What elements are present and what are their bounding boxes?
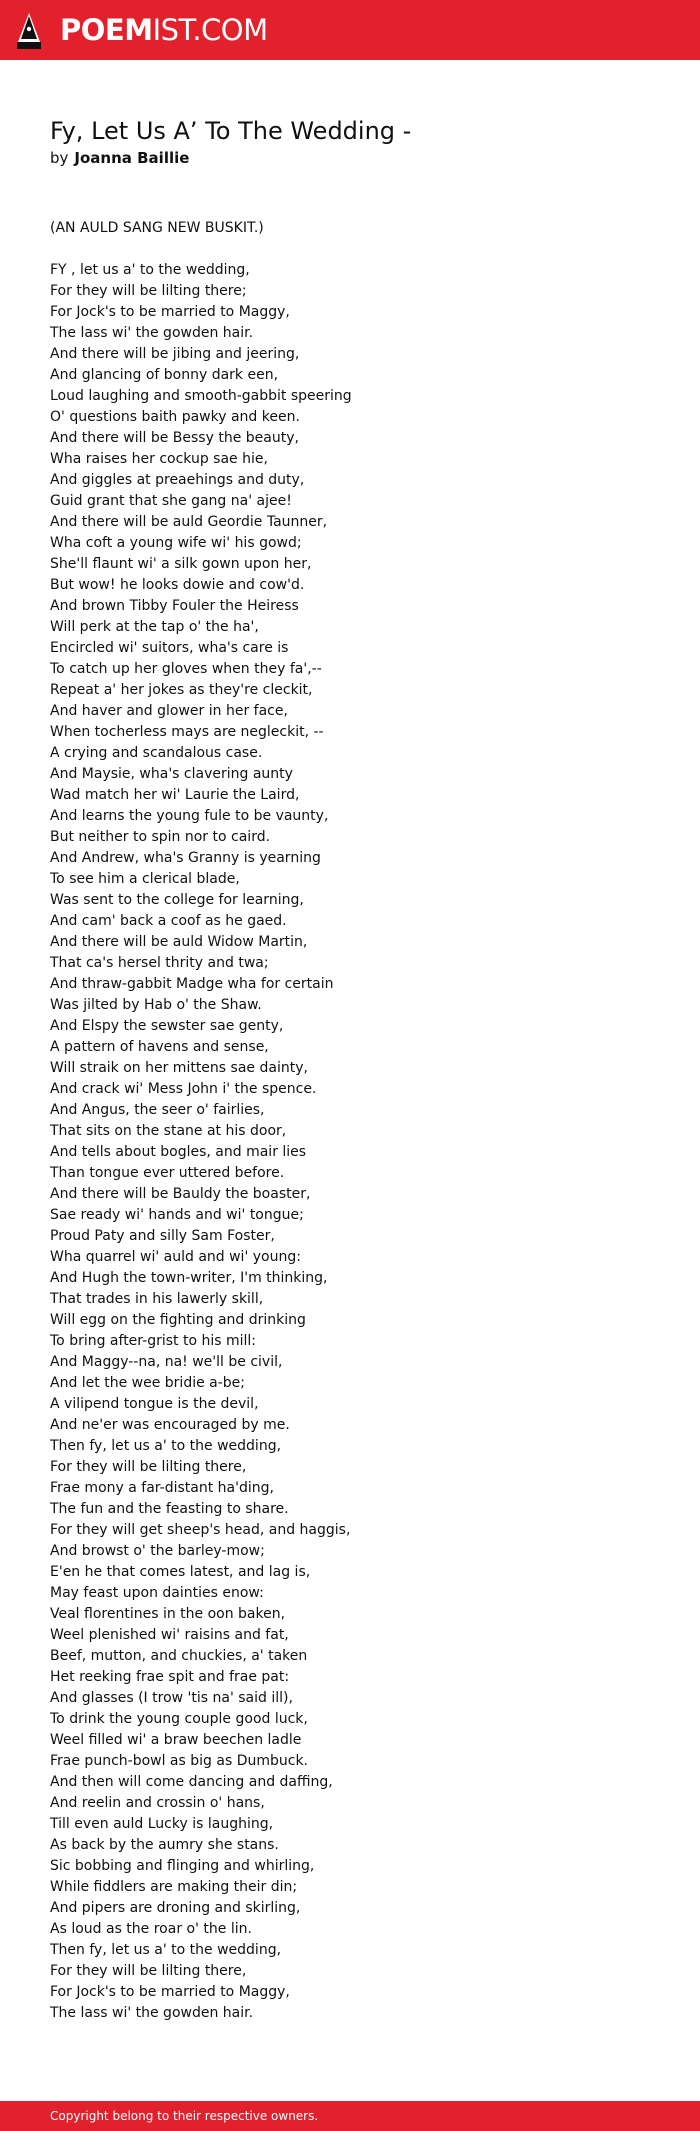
poem-line: For they will be lilting there; <box>50 283 247 299</box>
site-footer <box>0 2101 700 2131</box>
poem-line: Frae mony a far-distant ha'ding, <box>50 1480 274 1496</box>
pen-nib-icon[interactable] <box>16 12 42 50</box>
poem-line: That ca's hersel thrity and twa; <box>50 955 269 971</box>
poem-line: Than tongue ever uttered before. <box>50 1165 285 1181</box>
poem-line: E'en he that comes latest, and lag is, <box>50 1564 311 1580</box>
poem-line: The lass wi' the gowden hair. <box>50 325 254 341</box>
poem-line: For they will be lilting there, <box>50 1459 247 1475</box>
poem-line: For Jock's to be married to Maggy, <box>50 304 290 320</box>
author-name: Joanna Baillie <box>74 149 190 167</box>
poem-line: Will straik on her mittens sae dainty, <box>50 1060 308 1076</box>
poem-line: For they will get sheep's head, and haggis, <box>50 1522 351 1538</box>
poem-line: That trades in his lawerly skill, <box>50 1291 264 1307</box>
poem-line: For they will be lilting there, <box>50 1963 247 1979</box>
site-logo[interactable] <box>60 12 268 48</box>
poem-line: And Hugh the town-writer, I'm thinking, <box>50 1270 328 1286</box>
poem-line: The fun and the feasting to share. <box>50 1501 289 1517</box>
poem-line: May feast upon dainties enow: <box>50 1585 264 1601</box>
poem-line: And ne'er was encouraged by me. <box>50 1417 290 1433</box>
poem-line: FY , let us a' to the wedding, <box>50 262 250 278</box>
poem-line: Repeat a' her jokes as they're cleckit, <box>50 682 313 698</box>
poem-line: As loud as the roar o' the lin. <box>50 1921 252 1937</box>
logo-text-light: IST.COM <box>152 13 268 47</box>
poem-line: And thraw-gabbit Madge wha for certain <box>50 976 334 992</box>
poem-line: And there will be auld Geordie Taunner, <box>50 514 328 530</box>
poem-line: And there will be jibing and jeering, <box>50 346 300 362</box>
poem-line: And reelin and crossin o' hans, <box>50 1795 265 1811</box>
poem-subtitle: (AN AULD SANG NEW BUSKIT.) <box>50 220 264 236</box>
poem-line: While fiddlers are making their din; <box>50 1879 298 1895</box>
poem-line: And then will come dancing and daffing, <box>50 1774 333 1790</box>
poem-line: But wow! he looks dowie and cow'd. <box>50 577 305 593</box>
poem-body <box>50 260 352 2024</box>
poem-line: Sic bobbing and flinging and whirling, <box>50 1858 315 1874</box>
poem-line: Het reeking frae spit and frae pat: <box>50 1669 290 1685</box>
poem-line: And there will be Bessy the beauty, <box>50 430 299 446</box>
poem-line: To drink the young couple good luck, <box>50 1711 308 1727</box>
poem-line: Then fy, let us a' to the wedding, <box>50 1438 282 1454</box>
poem-line: To bring after-grist to his mill: <box>50 1333 257 1349</box>
poem-line: Wha raises her cockup sae hie, <box>50 451 268 467</box>
poem-line: And giggles at preaehings and duty, <box>50 472 305 488</box>
poem-line: A crying and scandalous case. <box>50 745 263 761</box>
poem-line: Till even auld Lucky is laughing, <box>50 1816 274 1832</box>
poem-line: A pattern of havens and sense, <box>50 1039 269 1055</box>
poem-line: And haver and glower in her face, <box>50 703 288 719</box>
poem-title: Fy, Let Us A’ To The Wedding - <box>50 117 412 145</box>
poem-line: As back by the aumry she stans. <box>50 1837 279 1853</box>
poem-line: And Andrew, wha's Granny is yearning <box>50 850 321 866</box>
poem-line: Weel filled wi' a braw beechen ladle <box>50 1732 302 1748</box>
poem-line: And glancing of bonny dark een, <box>50 367 279 383</box>
poem-line: To catch up her gloves when they fa',-- <box>50 661 322 677</box>
poem-line: Will egg on the fighting and drinking <box>50 1312 306 1328</box>
poem-line: To see him a clerical blade, <box>50 871 240 887</box>
poem-line: And Elspy the sewster sae genty, <box>50 1018 284 1034</box>
site-header <box>0 0 700 60</box>
poem-line: And there will be auld Widow Martin, <box>50 934 308 950</box>
poem-line: And glasses (I trow 'tis na' said ill), <box>50 1690 293 1706</box>
poem-line: And brown Tibby Fouler the Heiress <box>50 598 299 614</box>
logo-text-bold: POEM <box>60 13 153 47</box>
poem-line: O' questions baith pawky and keen. <box>50 409 300 425</box>
poem-line: Encircled wi' suitors, wha's care is <box>50 640 289 656</box>
poem-line: She'll flaunt wi' a silk gown upon her, <box>50 556 312 572</box>
poem-line: And browst o' the barley-mow; <box>50 1543 265 1559</box>
poem-line: Then fy, let us a' to the wedding, <box>50 1942 282 1958</box>
poem-line: And crack wi' Mess John i' the spence. <box>50 1081 317 1097</box>
poem-line: A vilipend tongue is the devil, <box>50 1396 259 1412</box>
poem-line: The lass wi' the gowden hair. <box>50 2005 254 2021</box>
poem-line: And tells about bogles, and mair lies <box>50 1144 307 1160</box>
poem-line: Wad match her wi' Laurie the Laird, <box>50 787 300 803</box>
poem-line: And cam' back a coof as he gaed. <box>50 913 287 929</box>
copyright-text: Copyright belong to their respective owners. <box>50 2109 319 2123</box>
poem-line: Was jilted by Hab o' the Shaw. <box>50 997 262 1013</box>
by-label: by <box>50 149 69 167</box>
poem-line: Was sent to the college for learning, <box>50 892 304 908</box>
poem-line: That sits on the stane at his door, <box>50 1123 287 1139</box>
poem-line: Loud laughing and smooth-gabbit speering <box>50 388 352 404</box>
poem-line: When tocherless mays are neglecki​t, -- <box>50 724 324 740</box>
poem-line: Proud Paty and silly Sam Foster, <box>50 1228 275 1244</box>
poem-line: Guid grant that she gang na' ajee! <box>50 493 292 509</box>
poem-line: Sae ready wi' hands and wi' tongue; <box>50 1207 304 1223</box>
poem-line: And Angus, the seer o' fairlies, <box>50 1102 265 1118</box>
poem-line: And there will be Bauldy the boaster, <box>50 1186 311 1202</box>
poem-line: And let the wee bridie a-be; <box>50 1375 246 1391</box>
poem-line: And pipers are droning and skirling, <box>50 1900 301 1916</box>
poem-line: Beef, mutton, and chuckies, a' taken <box>50 1648 308 1664</box>
poem-line: Wha coft a young wife wi' his gowd; <box>50 535 302 551</box>
poem-line: But neither to spin nor to caird. <box>50 829 271 845</box>
poem-line: And Maggy--na, na! we'll be civil, <box>50 1354 283 1370</box>
poem-line: Wha quarrel wi' auld and wi' young: <box>50 1249 301 1265</box>
byline <box>50 148 189 168</box>
poem-line: And Maysie, wha's clavering aunty <box>50 766 293 782</box>
poem-line: Veal florentines in the oon baken, <box>50 1606 286 1622</box>
poem-line: Frae punch-bowl as big as Dumbuck. <box>50 1753 308 1769</box>
poem-line: Will perk at the tap o' the ha', <box>50 619 259 635</box>
poem-line: And learns the young fule to be vaunty, <box>50 808 329 824</box>
poem-line: Weel plenished wi' raisins and fat, <box>50 1627 289 1643</box>
poem-line: For Jock's to be married to Maggy, <box>50 1984 290 2000</box>
